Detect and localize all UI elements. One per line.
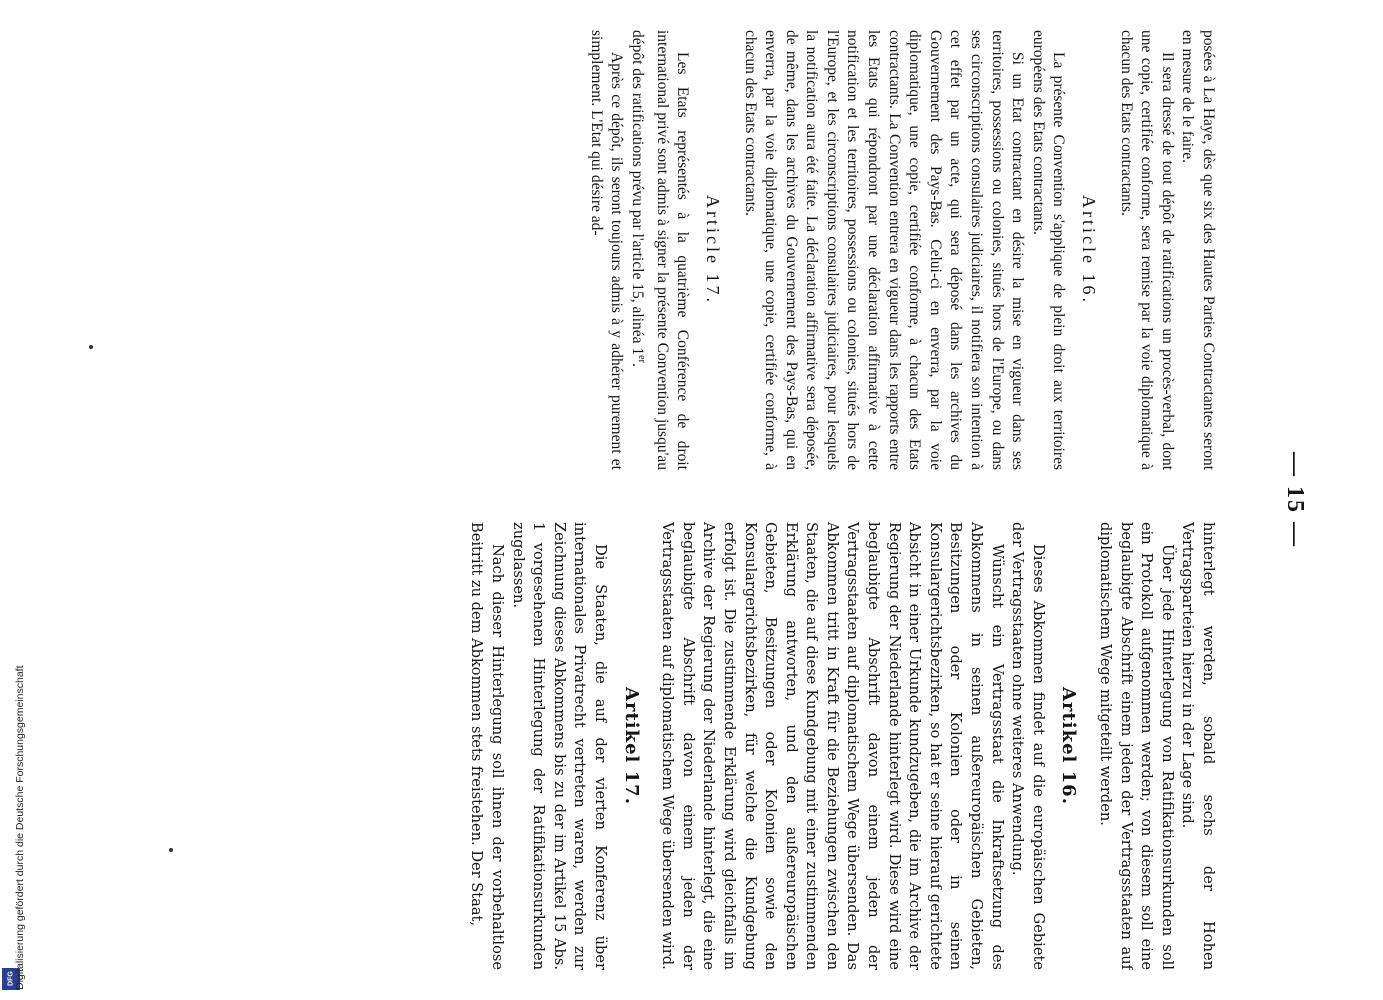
german-article-16-paragraph-1: Dieses Abkommen findet auf die europäischen Gebiete der Vertragsstaaten ohne weiteres Anwendung.: [1009, 522, 1047, 970]
french-article-17-paragraph-1-text: Les Etats représentés à la quatrième Conférence de droit international privé sont admis à signer la présente Convention jusqu'au dépôt des ratifications prévu par l'article 15, alinéa 1: [629, 30, 692, 470]
french-article-17-paragraph-1-end: .: [629, 362, 646, 367]
german-article-17-paragraph-2: Nach dieser Hinterlegung soll ihnen der vorbehaltlose Beitritt zu dem Abkommen stets freistehen. Der Staat,: [468, 522, 506, 970]
german-intro-paragraph-1: hinterlegt werden, sobald sechs der Hohen Vertragsparteien hierzu in der Lage sind.: [1179, 522, 1217, 970]
german-article-17-heading: Artikel 17.: [620, 687, 642, 805]
speck-mark: [169, 848, 173, 852]
french-article-16-heading: Article 16.: [1079, 195, 1100, 305]
french-column: [168, 30, 1218, 470]
german-article-16-paragraph-2: Wünscht ein Vertragsstaat die Inkraftsetzung des Abkommens in seinen außereuropäischen Gebieten, Besitzungen oder Kolonien oder in seinen Konsulargerichtsbezirken, so hat er seine hierauf gerichtete Absicht in einer Urkunde kundzugeben, die im Archive der Regierung der Niederlande hinterlegt wird. Diese wird eine beglaubigte Abschrift davon einem jeden der Vertragsstaaten auf diplomatischem Wege übersenden. Das Abkommen tritt in Kraft für die Beziehungen zwischen den Staaten, die auf diese Kundgebung mit einer zustimmenden Erklärung antworten, und den außereuropäischen Gebieten, Besitzungen oder Kolonien sowie den Konsulargerichtsbezirken, für welche die Kundgebung erfolgt ist. Die zustimmende Erklärung wird gleichfalls im Archive der Regierung der Niederlande hinterlegt, die eine beglaubigte Abschrift davon einem jeden der Vertragsstaaten auf diplomatischem Wege übersenden wird.: [659, 522, 1006, 970]
german-intro-paragraph-2: Über jede Hinterlegung von Ratifikationsurkunden soll ein Protokoll aufgenommen werden; von diesem soll eine beglaubigte Abschrift einem jeden der Vertragsstaaten auf diplomatischem Wege mitgeteilt werden.: [1097, 522, 1176, 970]
credit-text: Digitalisierung gefördert durch die Deutsche Forschungsgemeinschaft: [14, 665, 26, 990]
speck-mark: [89, 345, 93, 349]
french-intro-paragraph-2: Il sera dressé de tout dépôt de ratifications un procès-verbal, dont une copie, certifiée conforme, sera remise par la voie diplomatique à chacun des Etats contractants.: [1117, 30, 1176, 470]
dfg-logo-icon: DFG: [2, 968, 20, 990]
digitization-credit: [0, 0, 24, 1000]
french-article-17-paragraph-1: [626, 30, 692, 470]
french-article-16-paragraph-1: La présente Convention s'applique de plein droit aux territoires européens des Etats contractants.: [1029, 30, 1068, 470]
german-article-16-heading: Artikel 16.: [1058, 687, 1080, 805]
page-number: — 15 —: [1282, 452, 1308, 548]
french-intro-paragraph-1: posées à La Haye, dès que six des Hautes Parties Contractantes seront en mesure de le faire.: [1179, 30, 1217, 470]
german-article-17-paragraph-1: Die Staaten, die auf der vierten Konferenz über internationales Privatrecht vertreten waren, werden zur Zeichnung dieses Abkommens bis zu der im Artikel 15 Abs. 1 vorgesehenen Hinterlegung der Ratifikationsurkunden zugelassen.: [509, 522, 609, 970]
french-superscript: er: [636, 355, 648, 363]
french-article-17-paragraph-2: Après ce dépôt, ils seront toujours admis à y adhérer purement et simplement. L'Etat qui désire ad-: [587, 30, 626, 470]
german-column: [168, 522, 1218, 970]
french-article-16-paragraph-2: Si un Etat contractant en désire la mise en vigueur dans ses territoires, possessions ou colonies, situés hors de l'Europe, ou dans ses circonscriptions consulaires judiciaires, il notifiera son intention à cet effet par un acte, qui sera déposé dans les archives du Gouvernement des Pays-Bas. Celui-ci en enverra, par la voie diplomatique, une copie, certifiée conforme, à chacun des Etats contractants. La Convention entrera en vigueur dans les rapports entre les Etats qui répondront par une déclaration affirmative à cette notification et les territoires, possessions ou colonies, situés hors de l'Europe, et les circonscriptions consulaires judiciaires, pour lesquels la notification aura été faite. La déclaration affirmative sera déposée, de même, dans les archives du Gouvernement des Pays-Bas, qui en enverra, par la voie diplomatique, une copie, certifiée conforme, à chacun des Etats contractants.: [741, 30, 1027, 470]
french-article-17-heading: Article 17.: [702, 195, 723, 305]
